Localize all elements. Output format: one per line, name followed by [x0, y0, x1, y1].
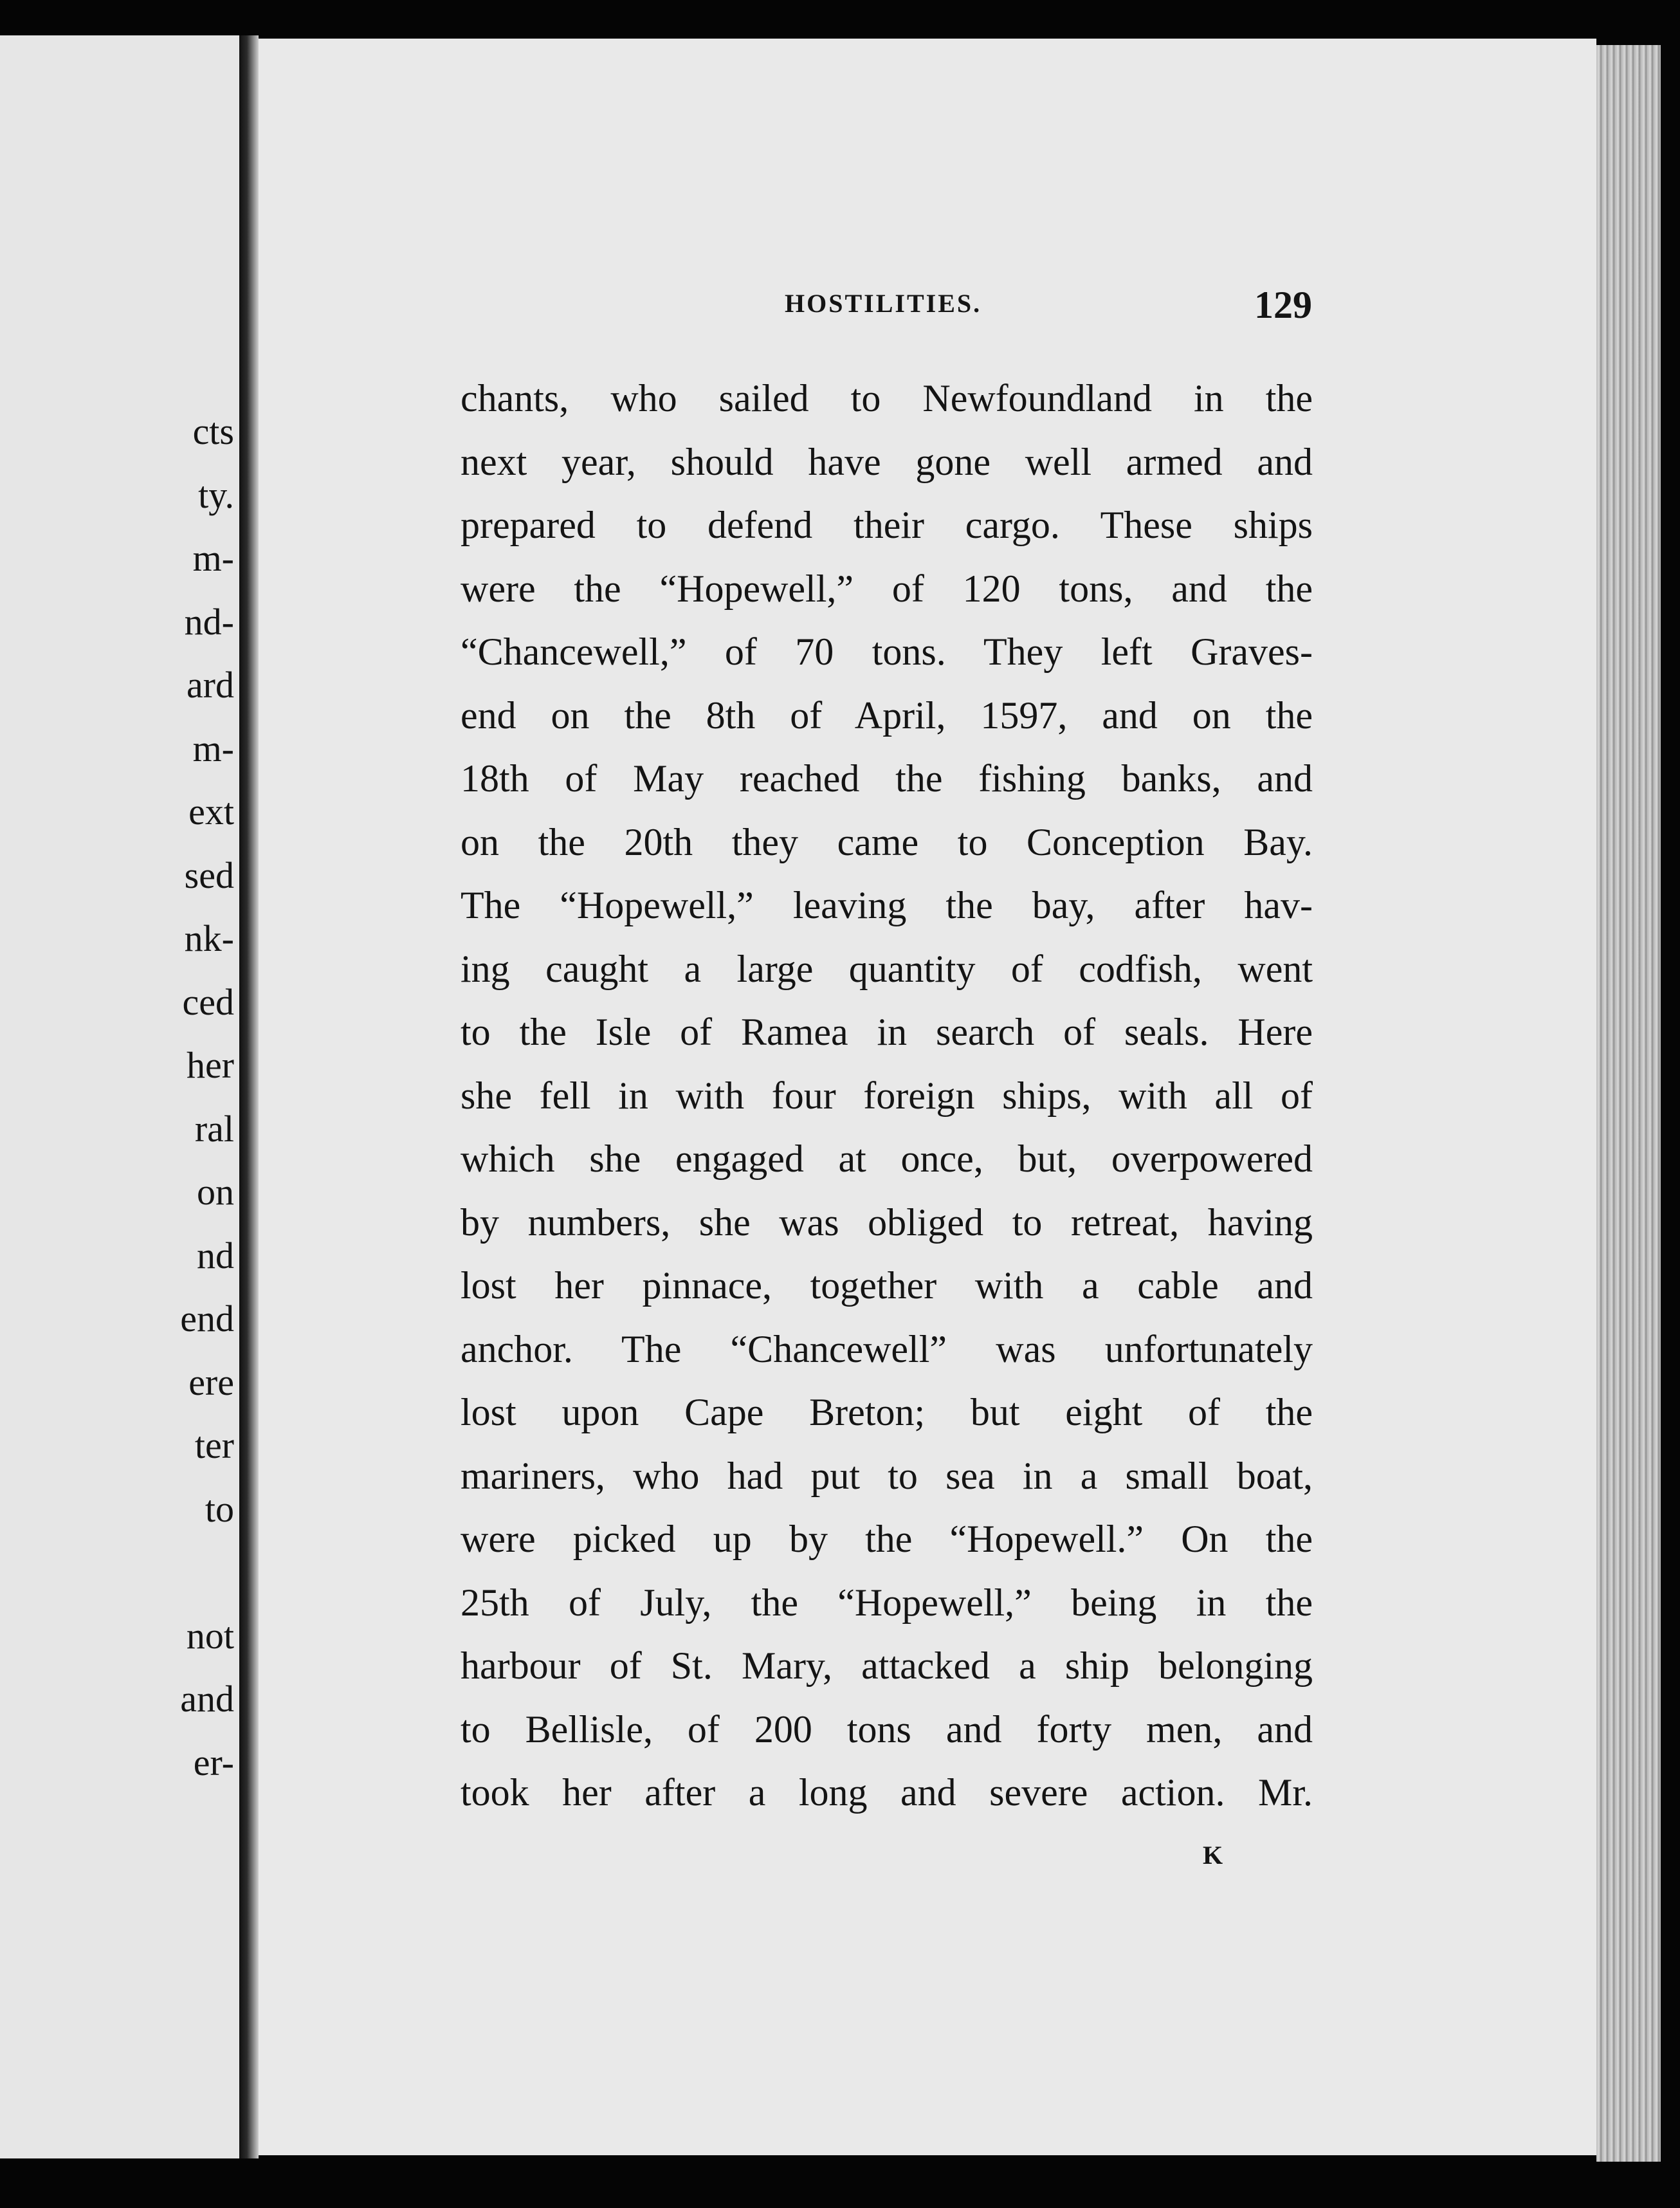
- text-line: by numbers, she was obliged to retreat, having: [461, 1201, 1313, 1244]
- left-fragment: er-: [193, 1741, 234, 1783]
- left-fragment: on: [197, 1171, 234, 1213]
- left-fragment: not: [186, 1614, 234, 1657]
- left-fragment: ter: [194, 1424, 234, 1466]
- text-line: to Bellisle, of 200 tons and forty men, and: [461, 1707, 1313, 1751]
- text-line: to the Isle of Ramea in search of seals. Here: [461, 1011, 1313, 1053]
- left-fragment: and: [180, 1678, 234, 1720]
- left-fragment: nd-: [184, 600, 234, 643]
- left-fragment: sed: [184, 854, 234, 896]
- text-line: took her after a long and severe action. Mr.: [461, 1771, 1313, 1814]
- text-line: were the “Hopewell,” of 120 tons, and the: [461, 567, 1313, 610]
- signature-mark: K: [1203, 1841, 1223, 1870]
- left-fragment: ral: [194, 1107, 234, 1150]
- text-line: 18th of May reached the fishing banks, and: [461, 757, 1313, 800]
- text-line: end on the 8th of April, 1597, and on the: [461, 694, 1313, 737]
- text-line: prepared to defend their cargo. These ships: [461, 504, 1313, 546]
- body-text: [461, 367, 1313, 1825]
- left-fragment: ced: [182, 980, 234, 1023]
- left-fragment: nk-: [184, 917, 234, 959]
- left-fragment: end: [180, 1298, 234, 1339]
- text-line: mariners, who had put to sea in a small boat,: [461, 1454, 1313, 1497]
- left-fragment: ext: [188, 791, 234, 833]
- text-line: harbour of St. Mary, attacked a ship belonging: [461, 1644, 1313, 1687]
- text-line: which she engaged at once, but, overpowered: [461, 1137, 1313, 1180]
- left-fragment: her: [186, 1044, 234, 1086]
- left-fragment: [0, 1541, 238, 1605]
- text-line: ing caught a large quantity of codfish, went: [461, 947, 1313, 990]
- left-fragment: m-: [192, 537, 234, 579]
- left-page: [0, 35, 243, 2158]
- book-gutter: [239, 35, 259, 2158]
- text-line: 25th of July, the “Hopewell,” being in the: [461, 1581, 1313, 1624]
- text-line: “Chancewell,” of 70 tons. They left Graves-: [461, 630, 1313, 673]
- left-fragment: m-: [192, 727, 234, 769]
- left-fragment: ard: [186, 664, 234, 706]
- running-head: [759, 283, 1312, 328]
- left-fragment: cts: [192, 410, 234, 452]
- text-line: next year, should have gone well armed and: [461, 440, 1313, 483]
- text-line: were picked up by the “Hopewell.” On the: [461, 1518, 1313, 1560]
- text-line: she fell in with four foreign ships, with all of: [461, 1074, 1313, 1117]
- page-number: 129: [1254, 284, 1312, 326]
- left-fragment: ere: [188, 1361, 234, 1403]
- left-fragment: nd: [197, 1234, 234, 1276]
- left-fragment: ty.: [198, 474, 234, 516]
- text-line: on the 20th they came to Conception Bay.: [461, 820, 1313, 863]
- text-line: lost her pinnace, together with a cable and: [461, 1264, 1313, 1307]
- running-title: HOSTILITIES.: [785, 289, 982, 318]
- text-line: anchor. The “Chancewell” was unfortunately: [461, 1327, 1313, 1370]
- text-line: The “Hopewell,” leaving the bay, after hav-: [461, 884, 1313, 926]
- page-edges: [1596, 45, 1661, 2162]
- left-fragment: to: [205, 1487, 234, 1530]
- text-line: lost upon Cape Breton; but eight of the: [461, 1391, 1313, 1433]
- left-page-text-fragments: [0, 400, 238, 1794]
- text-line: chants, who sailed to Newfoundland in the: [461, 377, 1313, 419]
